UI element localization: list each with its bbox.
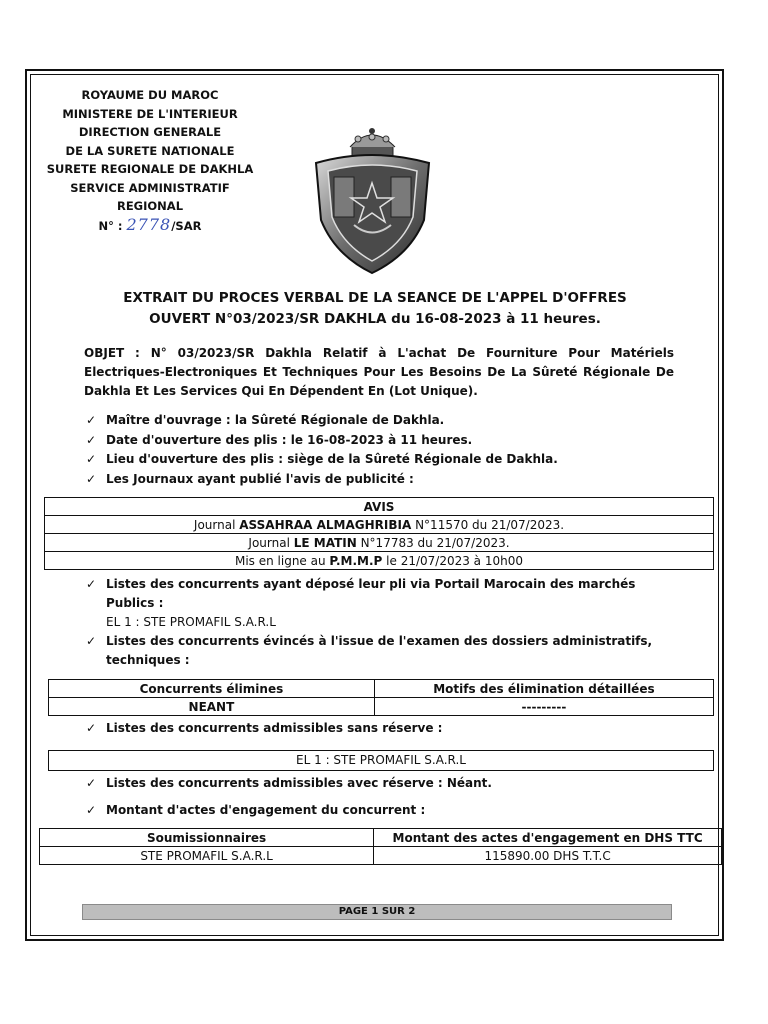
section-text: Listes des concurrents admissibles sans réserve :	[106, 721, 443, 735]
table-cell: STE PROMAFIL S.A.R.L	[40, 847, 374, 865]
section-text: Publics :	[106, 596, 164, 610]
police-emblem-icon	[310, 125, 435, 275]
check-icon: ✓	[86, 803, 97, 817]
check-icon: ✓	[86, 776, 97, 790]
document-title-line1: EXTRAIT DU PROCES VERBAL DE LA SEANCE DE L'APPEL D'OFFRES	[123, 290, 627, 306]
bullet-text: Maître d'ouvrage : la Sûreté Régionale de Dakhla.	[106, 413, 445, 427]
check-icon: ✓	[86, 413, 97, 427]
section-sans-reserve	[86, 719, 686, 738]
header-line: SERVICE ADMINISTRATIF	[70, 180, 230, 195]
bullet-text: Les Journaux ayant publié l'avis de publicité :	[106, 471, 414, 486]
crown-icon	[350, 128, 395, 157]
bullet-item	[86, 470, 686, 490]
bullet-item	[86, 411, 686, 431]
page-footer: PAGE 1 SUR 2	[82, 904, 672, 920]
objet-label: OBJET :	[84, 346, 140, 360]
reference-number	[40, 216, 260, 236]
section-text: Listes des concurrents admissibles avec réserve : Néant.	[106, 776, 492, 790]
table-cell: 115890.00 DHS T.T.C	[374, 847, 722, 865]
header-line: SURETE REGIONALE DE DAKHLA	[46, 162, 254, 176]
table-cell: ---------	[374, 698, 713, 716]
section-avec-reserve	[86, 774, 686, 793]
section-deposants	[86, 575, 686, 670]
montant-table	[39, 828, 722, 865]
avis-row: Mis en ligne au P.M.M.P le 21/07/2023 à 10h00	[45, 552, 714, 570]
objet-text: N° 03/2023/SR Dakhla Relatif à L'achat De Fourniture Pour Matériels Electriques-Electroniques Et Techniques Pour Les Besoins De La Sûreté Régionale De Dakhla Et Les Services Qui En Dépendent En (Lot Unique).	[84, 346, 674, 398]
section-montant	[86, 801, 686, 820]
avis-heading: AVIS	[45, 498, 714, 516]
header-line: DE LA SURETE NATIONALE	[65, 143, 235, 158]
institution-header	[40, 86, 260, 235]
column-header: Motifs des élimination détaillées	[374, 680, 713, 698]
avis-table	[44, 497, 714, 570]
info-bullet-list	[86, 411, 686, 489]
check-icon: ✓	[86, 471, 97, 486]
check-icon: ✓	[86, 432, 97, 447]
admissible-entry: EL 1 : STE PROMAFIL S.A.R.L	[48, 750, 714, 771]
check-icon: ✓	[86, 721, 97, 735]
bullet-text: Lieu d'ouverture des plis : siège de la Sûreté Régionale de Dakhla.	[106, 452, 558, 466]
reference-prefix: N° :	[98, 218, 123, 233]
portal-name: P.M.M.P	[329, 553, 383, 568]
objet-paragraph	[84, 344, 674, 401]
header-line: REGIONAL	[116, 199, 184, 213]
table-cell: NEANT	[49, 698, 375, 716]
column-header: Soumissionnaires	[40, 829, 374, 847]
bullet-item	[86, 450, 686, 470]
column-header: Concurrents élimines	[49, 680, 375, 698]
document-title-line2: OUVERT N°03/2023/SR DAKHLA du 16-08-2023 à 11 heures.	[149, 311, 601, 327]
deposant-entry: EL 1 : STE PROMAFIL S.A.R.L	[106, 615, 276, 629]
check-icon: ✓	[86, 452, 97, 466]
journal-name: LE MATIN	[293, 535, 357, 550]
avis-row: Journal ASSAHRAA ALMAGHRIBIA N°11570 du 21/07/2023.	[45, 516, 714, 534]
check-icon: ✓	[86, 634, 97, 648]
bullet-item	[86, 431, 686, 451]
header-line: MINISTERE DE L'INTERIEUR	[62, 106, 238, 121]
section-text: techniques :	[106, 653, 190, 667]
section-text: Montant d'actes d'engagement du concurrent :	[106, 803, 426, 817]
section-text: Listes des concurrents évincés à l'issue de l'examen des dossiers administratifs,	[106, 634, 653, 648]
elimination-table	[48, 679, 714, 716]
column-header: Montant des actes d'engagement en DHS TTC	[374, 829, 722, 847]
header-line: ROYAUME DU MAROC	[81, 88, 219, 102]
check-icon: ✓	[86, 577, 97, 591]
bullet-text: Date d'ouverture des plis : le 16-08-2023 à 11 heures.	[106, 432, 473, 447]
handwritten-number: 2778	[126, 214, 172, 234]
avis-row: Journal LE MATIN N°17783 du 21/07/2023.	[45, 534, 714, 552]
journal-name: ASSAHRAA ALMAGHRIBIA	[239, 517, 412, 532]
header-line: DIRECTION GENERALE	[78, 125, 222, 139]
section-text: Listes des concurrents ayant déposé leur pli via Portail Marocain des marchés	[106, 577, 636, 591]
reference-suffix: /SAR	[171, 218, 202, 233]
